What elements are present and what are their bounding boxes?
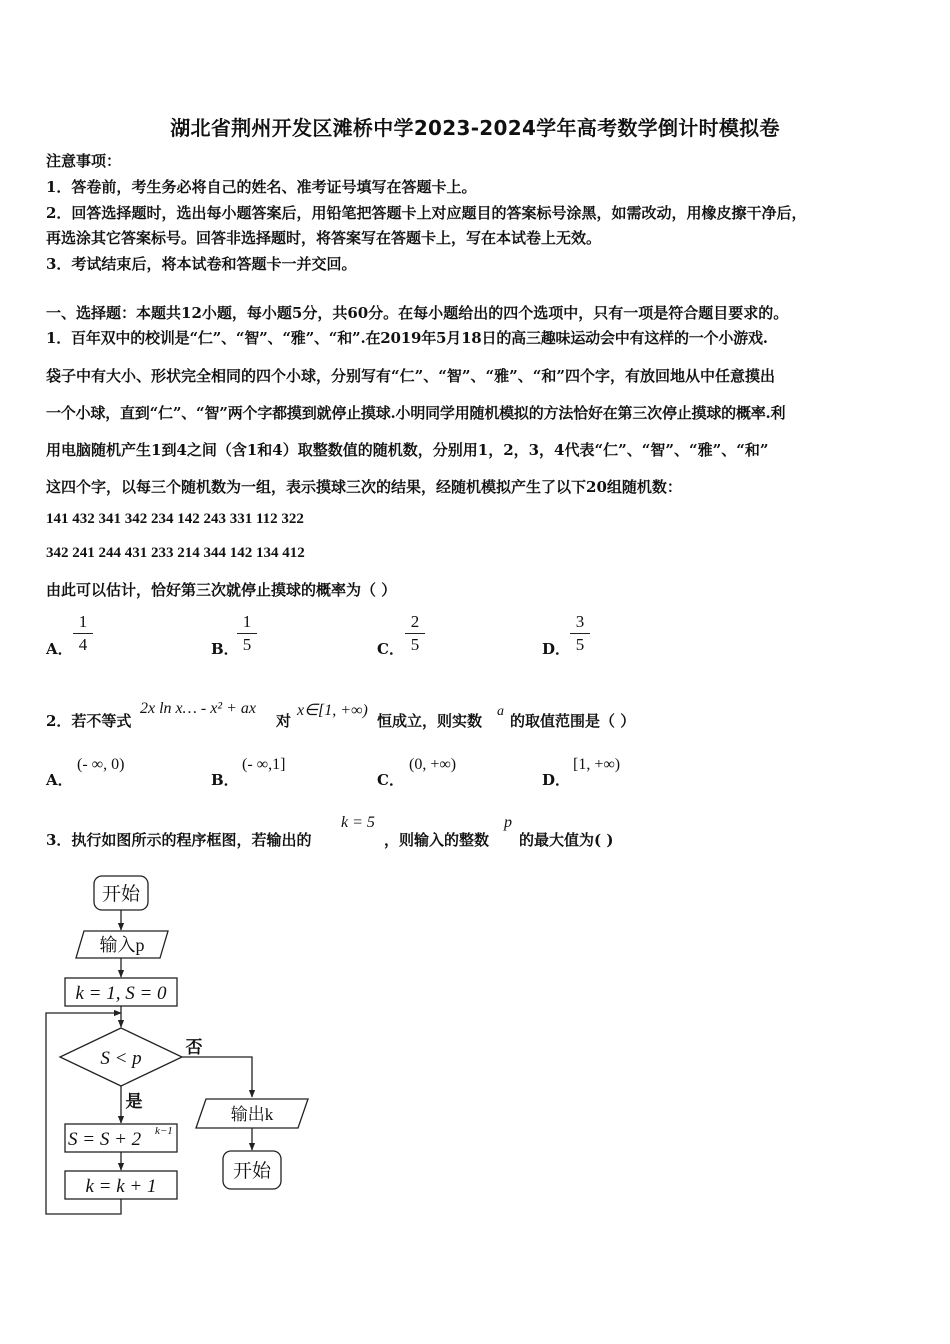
q2-inequality: 2x ln x… - x² + ax	[140, 700, 256, 717]
q2-suffix-1: 恒成立，则实数	[377, 712, 483, 730]
q1-line-4: 用电脑随机产生1到4之间（含1和4）取整数值的随机数，分别用1，2，3，4代表“仁”、“智”、“雅”、“和”	[46, 441, 769, 459]
q1-option-d-fraction: 3 5	[570, 612, 590, 655]
q1-option-c-fraction: 2 5	[405, 612, 425, 655]
flow-decision-label: S < p	[100, 1048, 142, 1069]
q1-option-c-label: C．	[377, 640, 404, 658]
q3-variable: p	[504, 814, 512, 831]
flowchart	[0, 860, 360, 1220]
q1-option-b-fraction: 1 5	[237, 612, 257, 655]
q1-line-2: 袋子中有大小、形状完全相同的四个小球，分别写有“仁”、“智”、“雅”、“和”四个字，有放回地从中任意摸出	[46, 367, 776, 385]
flow-start-label: 开始	[101, 884, 141, 905]
q2-suffix-2: 的取值范围是（ ）	[510, 712, 636, 730]
q2-option-d-value: [1, +∞)	[573, 756, 621, 773]
notice-item-2: 2．回答选择题时，选出每小题答案后，用铅笔把答题卡上对应题目的答案标号涂黑，如需改动，用橡皮擦干净后，	[46, 204, 807, 222]
notice-item-1: 1．答卷前，考生务必将自己的姓名、准考证号填写在答题卡上。	[46, 178, 477, 196]
q2-option-b-value: (- ∞,1]	[242, 756, 286, 773]
q1-line-1: 1．百年双中的校训是“仁”、“智”、“雅”、“和”.在2019年5月18日的高三趣味运动会中有这样的一个小游戏.	[46, 329, 768, 347]
q2-option-a-label: A．	[46, 771, 73, 789]
flow-input-label: 输入p	[99, 935, 145, 955]
q1-random-numbers-2: 342 241 244 431 233 214 344 142 134 412	[46, 545, 305, 561]
flow-update-k-label: k = k + 1	[85, 1176, 157, 1197]
section-heading: 一、选择题：本题共12小题，每小题5分，共60分。在每小题给出的四个选项中，只有一项是符合题目要求的。	[46, 304, 789, 322]
q2-domain: x∈[1, +∞)	[297, 702, 368, 719]
flow-update-s-exponent: k−1	[155, 1125, 173, 1137]
q1-option-a-label: A．	[46, 640, 73, 658]
notice-heading: 注意事项：	[46, 152, 122, 170]
q1-random-numbers-1: 141 432 341 342 234 142 243 331 112 322	[46, 511, 304, 527]
flow-init-label: k = 1, S = 0	[75, 983, 167, 1004]
page-title: 湖北省荆州开发区滩桥中学2023-2024学年高考数学倒计时模拟卷	[170, 116, 780, 140]
q2-option-c-label: C．	[377, 771, 404, 789]
flow-output-label: 输出k	[230, 1105, 274, 1124]
q3-mid: ，则输入的整数	[384, 831, 490, 849]
q2-option-c-value: (0, +∞)	[409, 756, 457, 773]
flow-end-label: 开始	[232, 1161, 272, 1182]
q3-prefix: 3．执行如图所示的程序框图，若输出的	[46, 831, 312, 849]
q2-option-b-label: B．	[211, 771, 239, 789]
q2-mid: 对	[276, 712, 292, 730]
q2-prefix: 2．若不等式	[46, 712, 132, 730]
q3-suffix: 的最大值为( )	[519, 831, 614, 849]
q2-option-d-label: D．	[542, 771, 571, 789]
notice-item-3: 3．考试结束后，将本试卷和答题卡一并交回。	[46, 255, 357, 273]
q1-option-b-label: B．	[211, 640, 239, 658]
q1-line-3: 一个小球，直到“仁”、“智”两个字都摸到就停止摸球.小明同学用随机模拟的方法恰好在第三次停止摸球的概率.利	[46, 404, 786, 422]
q2-variable: a	[497, 704, 504, 719]
flow-update-s-label: S = S + 2	[68, 1129, 142, 1150]
q1-option-a-fraction: 1 4	[73, 612, 93, 655]
q3-condition: k = 5	[341, 814, 375, 831]
q1-option-d-label: D．	[542, 640, 571, 658]
q1-line-5: 这四个字，以每三个随机数为一组，表示摸球三次的结果，经随机模拟产生了以下20组随机数：	[46, 478, 682, 496]
q2-option-a-value: (- ∞, 0)	[77, 756, 125, 773]
flow-no-label: 否	[185, 1038, 203, 1057]
flow-yes-label: 是	[125, 1092, 143, 1111]
notice-item-2-cont: 再选涂其它答案标号。回答非选择题时，将答案写在答题卡上，写在本试卷上无效。	[46, 229, 602, 247]
q1-question: 由此可以估计，恰好第三次就停止摸球的概率为（ ）	[46, 581, 397, 599]
